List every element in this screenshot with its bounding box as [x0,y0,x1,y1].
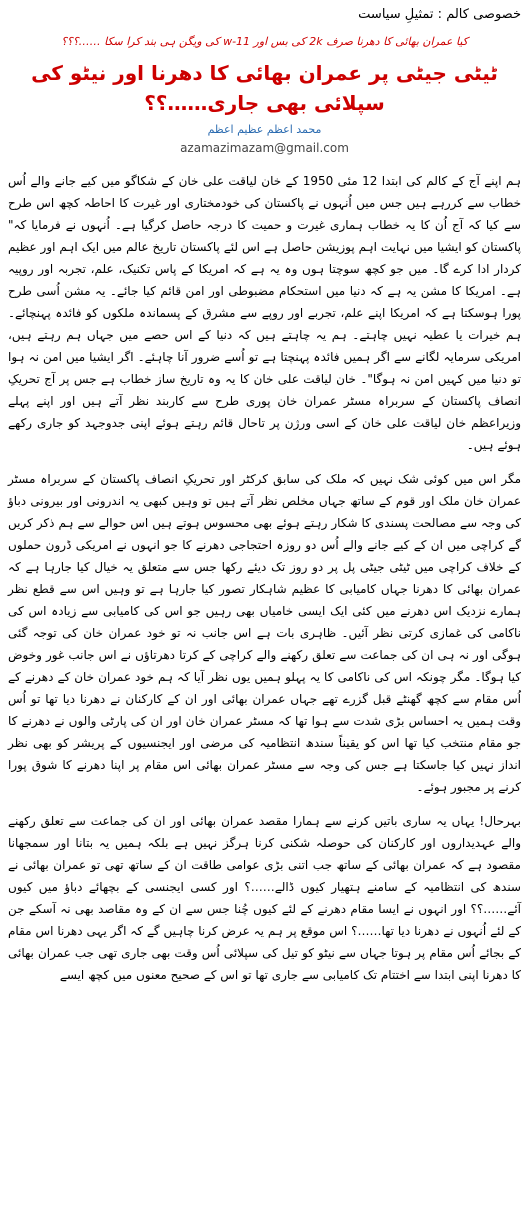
headline: ٹیٹی جیٹی پر عمران بھائی کا دھرنا اور نیٹو کی سپلائی بھی جاری……؟؟ [31,61,498,115]
article-paragraph: بہرحال! یہاں یہ ساری باتیں کرنے سے ہمارا مقصد عمران بھائی اور ان کی جماعت سے تعلق رکھنے والے عہدیداروں اور کارکنان کی حوصلہ شکنی کرنا ہرگز نہیں ہے بلکہ ہمیں یہ بتانا اور سمجھانا مقصود ہے کہ عمران بھائی کے ساتھ جب اتنی بڑی عوامی طاقت ان کے ساتھ تھی تو عمران بھائی نے سندھ کی انتظامیہ کے سامنے ہتھیار کیوں ڈالے……؟ اور کسی ایجنسی کے بچھائے دباؤ میں کیوں آئے……؟؟ اور انہوں نے ایسا مقام دھرنے کے لئے کیوں چُنا جس سے ان کے وہ مقاصد بھی نہ آسکے جن کے لئے اُنہوں نے دھرنا دیا تھا……؟ اس موقع پر ہم یہ عرض کرنا چاہیں گے کہ اگر یہی دھرنا اس مقام کے بجائے اُس مقام پر ہوتا جہاں سے نیٹو کو تیل کی سپلائی اُس وقت بھی جاری تھی جب عمران بھائی کا دھرنا اپنی ابتدا سے اختتام تک کامیابی سے جاری تھا تو اس کے صحیح معنوں میں کچھ ایسے [8,814,521,982]
author-email: azamazimazam@gmail.com [180,141,349,155]
article-paragraph: ہم اپنے آج کے کالم کی ابتدا 12 مئی 1950 کے خان لیاقت علی خان کے شکاگو میں کیے جانے والے اُس خطاب سے کررہے ہیں جس میں اُنہوں نے پاکستان کی خودمختاری اور غیرت کا احاطہ کچھ اس طرح سے کیا کہ آج اُن کا یہ خطاب ہماری غیرت و حمیت کا درجہ حاصل کرگیا ہے۔ اُنہوں نے فرمایا کہ" پاکستان کو ایشیا میں نہایت اہم پوزیشن حاصل ہے اس لئے پاکستان تاریخ عالم میں ایک اہم اور عظیم کردار ادا کرے گا۔ میں جو کچھ سوچتا ہوں وہ یہ ہے کہ امریکا کے پاس تکنیک، علم، تجربہ اور روپیہ ہے۔ امریکا کا مشن یہ ہے کہ دنیا میں استحکام مضبوطی اور امن قائم کیا جائے۔ یہ مشن اُسی طرح پورا ہوسکتا ہے کہ امریکا اپنے علم، تجربے اور روپے سے مشرق کے پسماندہ ملکوں کو فائدہ پہنچائے۔ ہم خیرات یا عطیہ نہیں چاہتے۔ ہم یہ چاہتے ہیں کہ دنیا کے اس حصے میں جہاں ہم رہتے ہیں، امریکی سرمایہ لگانے سے اگر ہمیں فائدہ پہنچتا ہے تو اُسے ضرور آنا چاہئے۔ اگر ایشیا میں امن نہ ہوا تو دنیا میں کہیں امن نہ ہوگا"۔ خان لیاقت علی خان کا یہ وہ تاریخ ساز خطاب ہے جس پر آج تحریکِ انصاف پاکستان کے سربراہ مسٹر عمران خان پوری طرح سے کاربند نظر آتے ہیں اور اپنے پہلے وزیراعظم خان لیاقت علی خان کے اسی ورژن پر تاحال قائم رہتے ہوئے اپنی جدوجہد کو جاری رکھے ہوئے ہیں۔ [8,174,521,452]
sub-headline: کیا عمران بھائی کا دھرنا صرف 2k کی بس اور w-11 کی ویگن ہی بند کرا سکا ……؟؟؟ [61,35,468,48]
column-label: خصوصی کالم : تمثیلِ سیاست [358,7,521,22]
article-paragraph: مگر اس میں کوئی شک نہیں کہ ملک کی سابق کرکٹر اور تحریکِ انصاف پاکستان کے سربراہ مسٹر عمران خان ملک اور قوم کے ساتھ جہاں مخلص نظر آتے ہیں تو وہیں کبھی یہ اندرونی اور بیرونی دباؤ کی وجہ سے مصالحت پسندی کا شکار رہتے ہوئے بھی محسوس ہوتے ہیں اس حوالے سے ہم ذکر کریں گے کراچی میں ان کے کیے جانے والے اُس دو روزہ احتجاجی دھرنے کا جو انہوں نے امریکی ڈرون حملوں کے خلاف کراچی میں ٹیٹی جیٹی پل پر دو روز تک دیئے رکھا جس سے متعلق یہ خیال کیا جارہا ہے کہ عمران بھائی کا دھرنا جہاں کامیابی کا عظیم شاہکار تصور کیا جارہا ہے تو وہیں اس سے قطع نظر ہمارے نزدیک اس دھرنے میں کئی ایک ایسی خامیاں بھی رہیں جو اس کی کامیابی سے زیادہ اس کی ناکامی کی غمازی کرتی نظر آئیں۔ ظاہری بات ہے اس جانب نہ تو خود عمران خان کی توجہ گئی ہوگی اور نہ ہی ان کی جماعت سے تعلق رکھنے والے کراچی کے کرتا دھرتاؤں نے اس جانب غور وخوض کیا ہوگا۔ مگر چونکہ اس کی ناکامی کا یہ پہلو ہمیں یوں نظر آیا کہ ہم خود عمران خان کے دھرنے کے اُس مقام سے کچھ گھنٹے قبل گزرے تھے جہاں عمران بھائی اور ان کے کارکنان نے دھرنا دیا تھا تو اُس وقت ہمیں یہ احساس بڑی شدت سے ہوا تھا کہ مسٹر عمران خان اور ان کی پارٹی والوں نے دھرنے کا جو مقام منتخب کیا تھا اس کو یقیناً سندھ انتظامیہ کی مرضی اور ایجنسیوں کے پریشر کو بھی نظر انداز نہیں کیا جاسکتا ہے جس کی وجہ سے مسٹر عمران بھائی اس مقام پر اپنا دھرنے کا شوق پورا کرنے پر مجبور ہوئے۔ [8,472,521,794]
author-name: محمد اعظم عظیم اعظم [207,123,322,136]
article-body [8,170,521,986]
